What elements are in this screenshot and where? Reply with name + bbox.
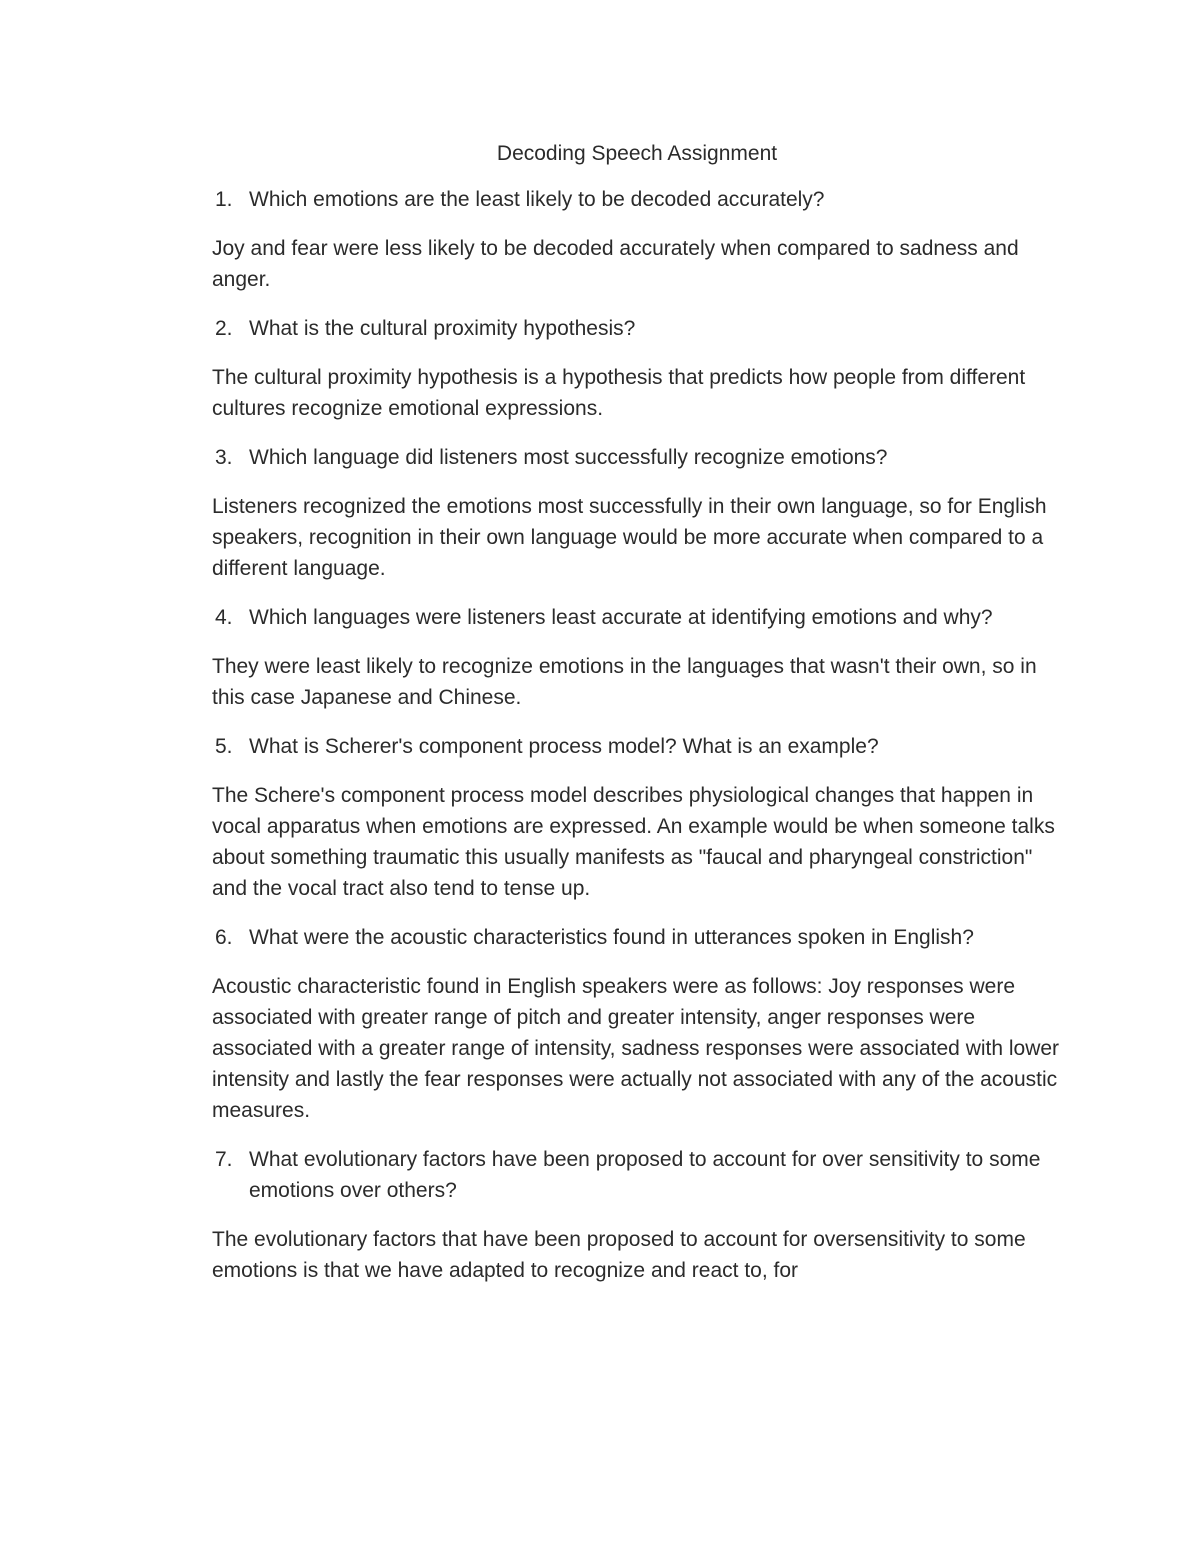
answer-5: The Schere's component process model describes physiological changes that happen in vocal apparatus when emotions are expressed. An example would be when someone talks about something traumatic this usually manifests as "faucal and pharyngeal constriction" and the vocal tract also tend to tense up. xyxy=(212,784,1055,900)
question-5 xyxy=(212,731,1062,762)
question-number: 5. xyxy=(215,735,233,758)
question-number: 1. xyxy=(215,188,233,211)
document-body xyxy=(212,140,1062,1304)
answer-6: Acoustic characteristic found in English speakers were as follows: Joy responses were associated with greater range of pitch and greater intensity, anger responses were associated with a greater range of intensity, sadness responses were associated with lower intensity and lastly the fear responses were actually not associated with any of the acoustic measures. xyxy=(212,975,1060,1122)
answer-1: Joy and fear were less likely to be decoded accurately when compared to sadness and anger. xyxy=(212,237,1019,291)
question-text: What is Scherer's component process model? What is an example? xyxy=(249,735,879,758)
question-text: What were the acoustic characteristics found in utterances spoken in English? xyxy=(249,926,974,949)
answer-3: Listeners recognized the emotions most successfully in their own language, so for English speakers, recognition in their own language would be more accurate when compared to a different language. xyxy=(212,495,1047,580)
question-text: Which emotions are the least likely to be decoded accurately? xyxy=(249,188,825,211)
question-3 xyxy=(212,442,1062,473)
answer-4: They were least likely to recognize emotions in the languages that wasn't their own, so in this case Japanese and Chinese. xyxy=(212,655,1037,709)
question-4 xyxy=(212,602,1062,633)
answer-7: The evolutionary factors that have been proposed to account for oversensitivity to some emotions is that we have adapted to recognize and react to, for xyxy=(212,1228,1026,1282)
question-number: 6. xyxy=(215,926,233,949)
question-1 xyxy=(212,184,1062,215)
question-text: What is the cultural proximity hypothesis? xyxy=(249,317,636,340)
question-2 xyxy=(212,313,1062,344)
question-number: 3. xyxy=(215,446,233,469)
question-7 xyxy=(212,1144,1062,1206)
question-text: Which languages were listeners least accurate at identifying emotions and why? xyxy=(249,606,993,629)
question-number: 2. xyxy=(215,317,233,340)
question-number: 4. xyxy=(215,606,233,629)
answer-2: The cultural proximity hypothesis is a hypothesis that predicts how people from different cultures recognize emotional expressions. xyxy=(212,366,1026,420)
question-text: Which language did listeners most successfully recognize emotions? xyxy=(249,446,888,469)
question-text: What evolutionary factors have been proposed to account for over sensitivity to some emotions over others? xyxy=(249,1148,1041,1202)
document-title: Decoding Speech Assignment xyxy=(496,142,778,165)
question-6 xyxy=(212,922,1062,953)
question-number: 7. xyxy=(215,1148,233,1171)
